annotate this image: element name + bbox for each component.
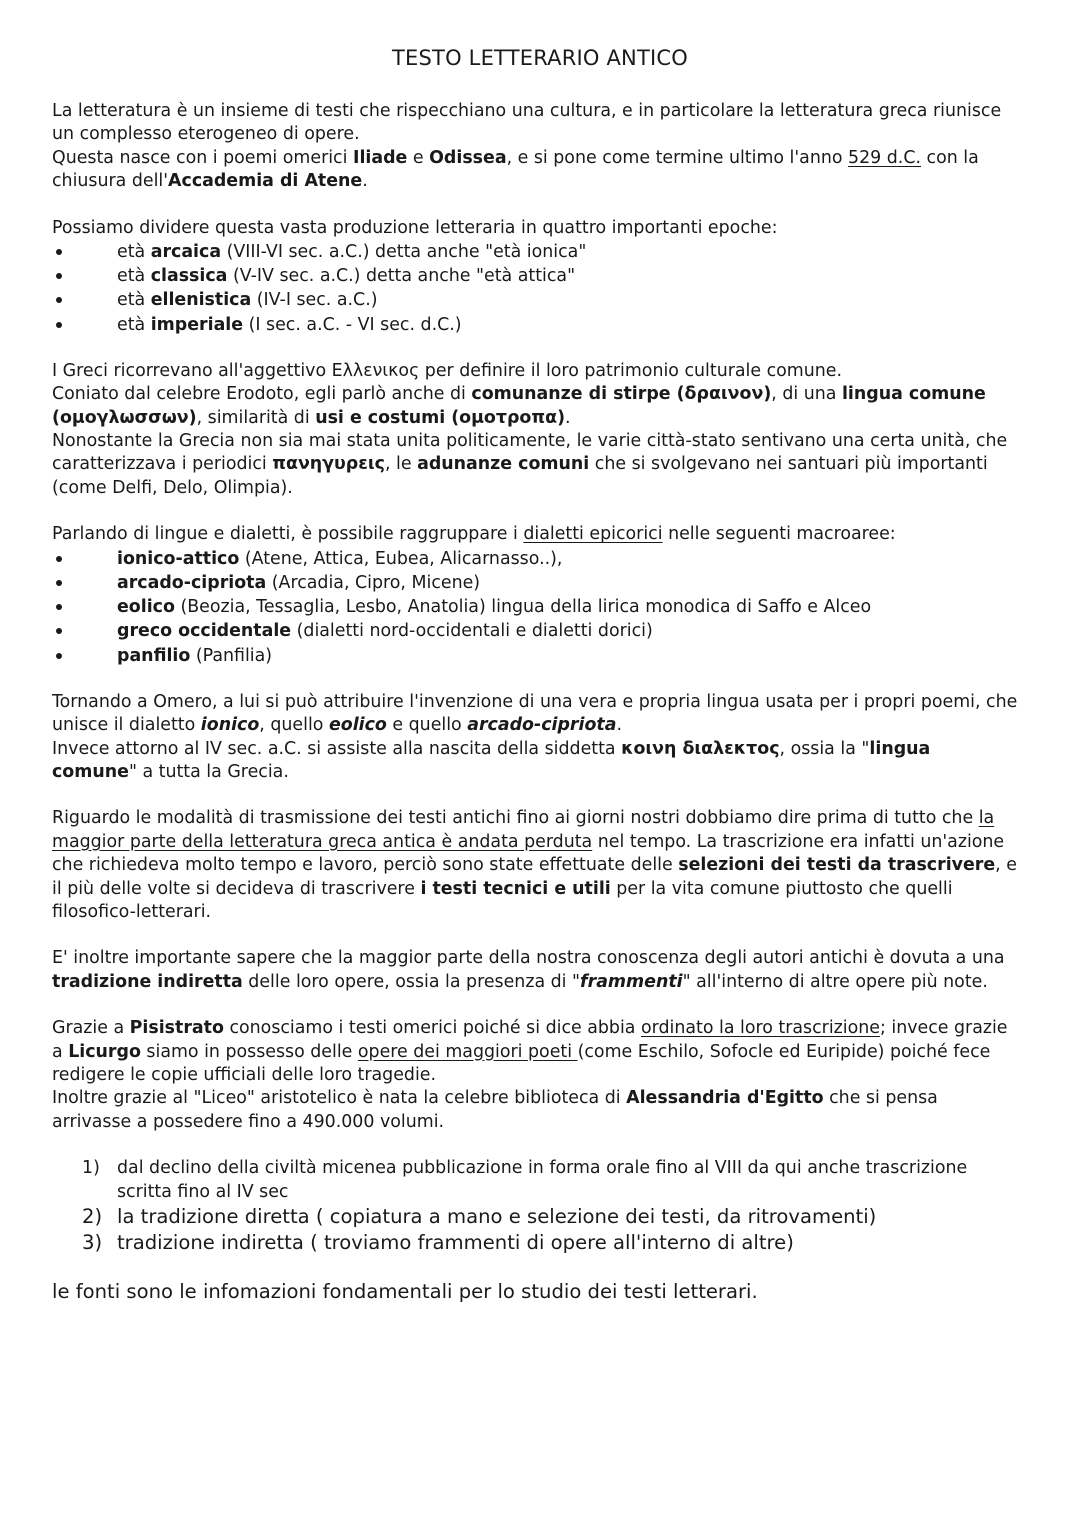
- dialects-list: [52, 547, 1020, 668]
- paragraph-greci: I Greci ricorrevano all'aggettivo Ελλενικος per definire il loro patrimonio culturale comune. Coniato dal celebre Erodoto, egli parlò anche di comunanze di stirpe (δραινον), di una lingua comune (ομογλωσσων), similarità di usi e costumi (ομοτροπα). Nonostante la Grecia non sia mai stata unita politicamente, le varie città-stato sentivano una certa unità, che caratterizzava i periodici πανηγυρεις, le adunanze comuni che si svolgevano nei santuari più importanti (come Delfi, Delo, Olimpia).: [52, 360, 1008, 498]
- paragraph-pisistrato: Grazie a Pisistrato conosciamo i testi omerici poiché si dice abbia ordinato la loro trascrizione; invece grazie a Licurgo siamo in possesso delle opere dei maggiori poeti (come Eschilo, Sofocle ed Euripide) poiché fece redigere le copie ufficiali delle loro tragedie. Inoltre grazie al "Liceo" aristotelico è nata la celebre biblioteca di Alessandria d'Egitto che si pensa arrivasse a possedere fino a 490.000 volumi.: [52, 1018, 1008, 1132]
- paragraph-omero: Tornando a Omero, a lui si può attribuire l'invenzione di una vera e propria lingua usata per i propri poemi, che unisce il dialetto ionico, quello eolico e quello arcado-cipriota. Invece attorno al IV sec. a.C. si assiste alla nascita della siddetta κοινη διαλεκτος, ossia la "lingua comune" a tutta la Grecia.: [52, 691, 1018, 782]
- underlined-date: 529 d.C.: [848, 147, 922, 168]
- list-item: 3) tradizione indiretta ( troviamo frammenti di opere all'interno di altre): [82, 1231, 794, 1255]
- list-item: arcado-cipriota (Arcadia, Cipro, Micene): [52, 571, 1020, 595]
- list-item: età imperiale (I sec. a.C. - VI sec. d.C.): [52, 313, 1020, 337]
- numbered-list: [52, 1157, 1020, 1256]
- epochs-intro: Possiamo dividere questa vasta produzione letteraria in quattro importanti epoche:: [52, 217, 778, 238]
- list-item: età classica (V-IV sec. a.C.) detta anche "età attica": [52, 264, 1020, 288]
- bold-iliade: Iliade: [352, 147, 408, 168]
- paragraph-trasmissione: Riguardo le modalità di trasmissione dei testi antichi fino ai giorni nostri dobbiamo dire prima di tutto che la maggior parte della letteratura greca antica è andata perduta nel tempo. La trascrizione era infatti un'azione che richiedeva molto tempo e lavoro, perciò sono state effettuate delle selezioni dei testi da trascrivere, e il più delle volte si decideva di trascrivere i testi tecnici e utili per la vita comune piuttosto che quelli filosofico-letterari.: [52, 808, 1017, 922]
- list-item: greco occidentale (dialetti nord-occidentali e dialetti dorici): [52, 619, 1020, 643]
- list-item: 1) dal declino della civiltà micenea pubblicazione in forma orale fino al VIII da qui anche trascrizione scritta fino al IV sec: [82, 1158, 968, 1202]
- list-item: panfilio (Panfilia): [52, 644, 1020, 668]
- paragraph-intro: La letteratura è un insieme di testi che rispecchiano una cultura, e in particolare la letteratura greca riunisce un complesso eterogeneo di opere. Questa nasce con i poemi omerici Iliade e Odissea, e si pone come termine ultimo l'anno 529 d.C. con la chiusura dell'Accademia di Atene.: [52, 101, 1002, 192]
- page-title: TESTO LETTERARIO ANTICO: [392, 46, 688, 70]
- paragraph-epochs: [52, 217, 1020, 337]
- list-item: età arcaica (VIII-VI sec. a.C.) detta anche "età ionica": [52, 240, 1020, 264]
- intro-text: La letteratura è un insieme di testi che rispecchiano una cultura, e in particolare la letteratura greca riunisce un complesso eterogeneo di opere.: [52, 101, 1002, 145]
- bold-accademia: Accademia di Atene: [168, 171, 363, 192]
- bold-odissea: Odissea: [429, 147, 507, 168]
- list-item: età ellenistica (IV-I sec. a.C.): [52, 288, 1020, 312]
- epochs-list: [52, 240, 1020, 337]
- list-item: eolico (Beozia, Tessaglia, Lesbo, Anatolia) lingua della lirica monodica di Saffo e Alceo: [52, 595, 1020, 619]
- list-item: 2) la tradizione diretta ( copiatura a mano e selezione dei testi, da ritrovamenti): [82, 1205, 877, 1229]
- paragraph-tradizione: E' inoltre importante sapere che la maggior parte della nostra conoscenza degli autori antichi è dovuta a una tradizione indiretta delle loro opere, ossia la presenza di "frammenti" all'interno di altre opere più note.: [52, 948, 1005, 992]
- list-item: ionico-attico (Atene, Attica, Eubea, Alicarnasso..),: [52, 547, 1020, 571]
- closing-sentence: le fonti sono le infomazioni fondamentali per lo studio dei testi letterari.: [52, 1280, 758, 1304]
- paragraph-dialetti: Parlando di lingue e dialetti, è possibile raggruppare i dialetti epicorici nelle seguenti macroaree: ionico-attico (Atene, Attica, Eubea, Alicarnasso..), arcado-cipriota (Arcadia, Cipro, Micene) eolico (Beozia, Tessaglia, Lesbo, Anatolia) lingua della lirica monodica di Saffo e Alceo greco occidentale (dialetti nord-occidentali e dialetti dorici) panfilio (Panfilia): [52, 523, 1020, 667]
- underlined-dialetti: dialetti epicorici: [523, 524, 663, 545]
